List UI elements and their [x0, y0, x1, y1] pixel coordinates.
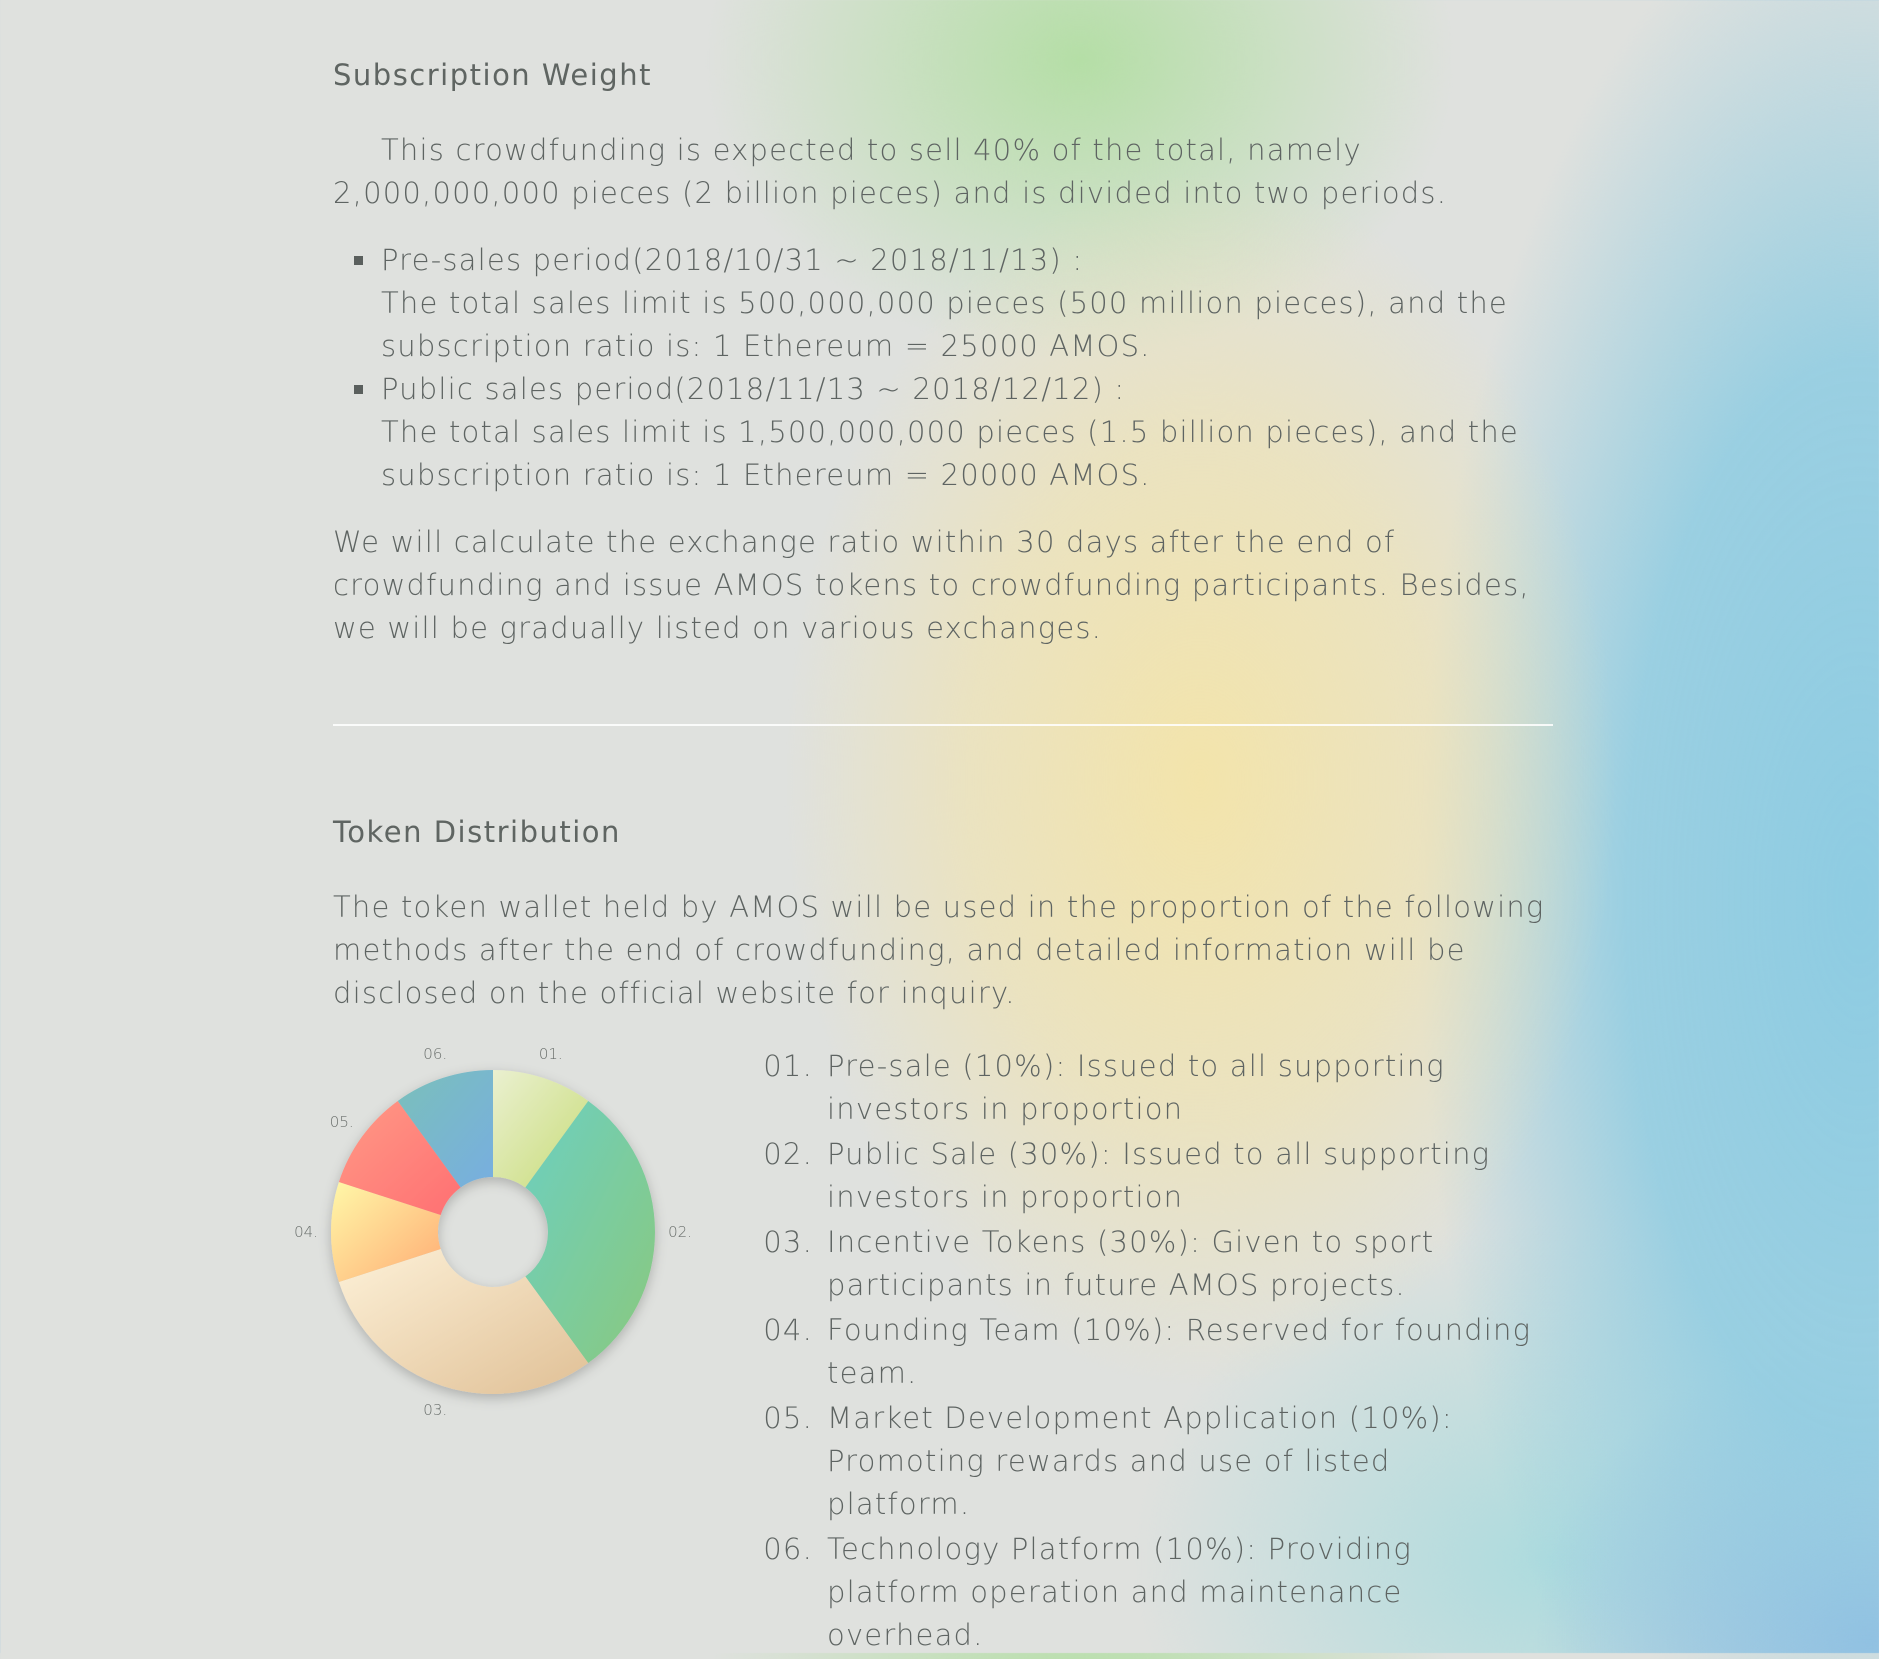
period-heading: Public sales period(2018/11/13 ~ 2018/12/12) : [381, 372, 1126, 406]
distribution-item [755, 1309, 1535, 1395]
period-detail: The total sales limit is 500,000,000 pieces (500 million pieces), and the subscription ratio is: 1 Ethereum = 25000 AMOS. [381, 286, 1508, 363]
donut-label-2: 02. [668, 1223, 692, 1241]
item-number: 01. [763, 1049, 813, 1083]
item-number: 05. [763, 1401, 813, 1435]
item-text: Public Sale (30%): Issued to all supporting investors in proportion [827, 1137, 1491, 1214]
distribution-item [755, 1133, 1535, 1219]
item-number: 02. [763, 1137, 813, 1171]
distribution-title: Token Distribution [333, 815, 621, 849]
distribution-item [755, 1528, 1535, 1657]
donut-label-4: 04. [294, 1223, 318, 1241]
item-text: Pre-sale (10%): Issued to all supporting investors in proportion [827, 1049, 1445, 1126]
item-text: Market Development Application (10%): Promoting rewards and use of listed platform. [827, 1401, 1453, 1521]
item-number: 04. [763, 1313, 813, 1347]
distribution-section [294, 1045, 1553, 1652]
item-text: Technology Platform (10%): Providing platform operation and maintenance overhead. [827, 1532, 1412, 1652]
main-content [294, 55, 1553, 1652]
token-distribution-donut-chart [294, 1045, 723, 1419]
period-detail: The total sales limit is 1,500,000,000 pieces (1.5 billion pieces), and the subscription ratio is: 1 Ethereum = 20000 AMOS. [381, 415, 1519, 492]
subscription-intro: This crowdfunding is expected to sell 40% of the total, namely 2,000,000,000 pieces (2 billion pieces) and is divided into two periods. [333, 133, 1448, 210]
item-number: 03. [763, 1225, 813, 1259]
period-heading: Pre-sales period(2018/10/31 ~ 2018/11/13) : [381, 243, 1084, 277]
period-item [381, 239, 1553, 368]
item-text: Founding Team (10%): Reserved for founding team. [827, 1313, 1532, 1390]
donut-label-3: 03. [423, 1400, 448, 1419]
item-text: Incentive Tokens (30%): Given to sport participants in future AMOS projects. [827, 1225, 1435, 1302]
donut-label-1: 01. [538, 1045, 563, 1064]
bullet-icon [354, 256, 363, 265]
distribution-list [755, 1045, 1535, 1659]
period-item [381, 368, 1553, 497]
item-number: 06. [763, 1532, 813, 1566]
distribution-item [755, 1221, 1535, 1307]
distribution-item [755, 1045, 1535, 1131]
period-list [333, 239, 1553, 497]
distribution-item [755, 1397, 1535, 1526]
donut-label-6: 06. [423, 1045, 448, 1064]
subscription-closing: We will calculate the exchange ratio within 30 days after the end of crowdfunding and issue AMOS tokens to crowdfunding participants. Besides, we will be gradually listed on various exchanges. [333, 525, 1530, 645]
bullet-icon [354, 385, 363, 394]
section-divider [333, 724, 1553, 726]
distribution-intro: The token wallet held by AMOS will be used in the proportion of the following methods after the end of crowdfunding, and detailed information will be disclosed on the official website for inquiry. [333, 890, 1545, 1010]
subscription-title: Subscription Weight [333, 58, 652, 92]
donut-label-5: 05. [329, 1113, 354, 1132]
